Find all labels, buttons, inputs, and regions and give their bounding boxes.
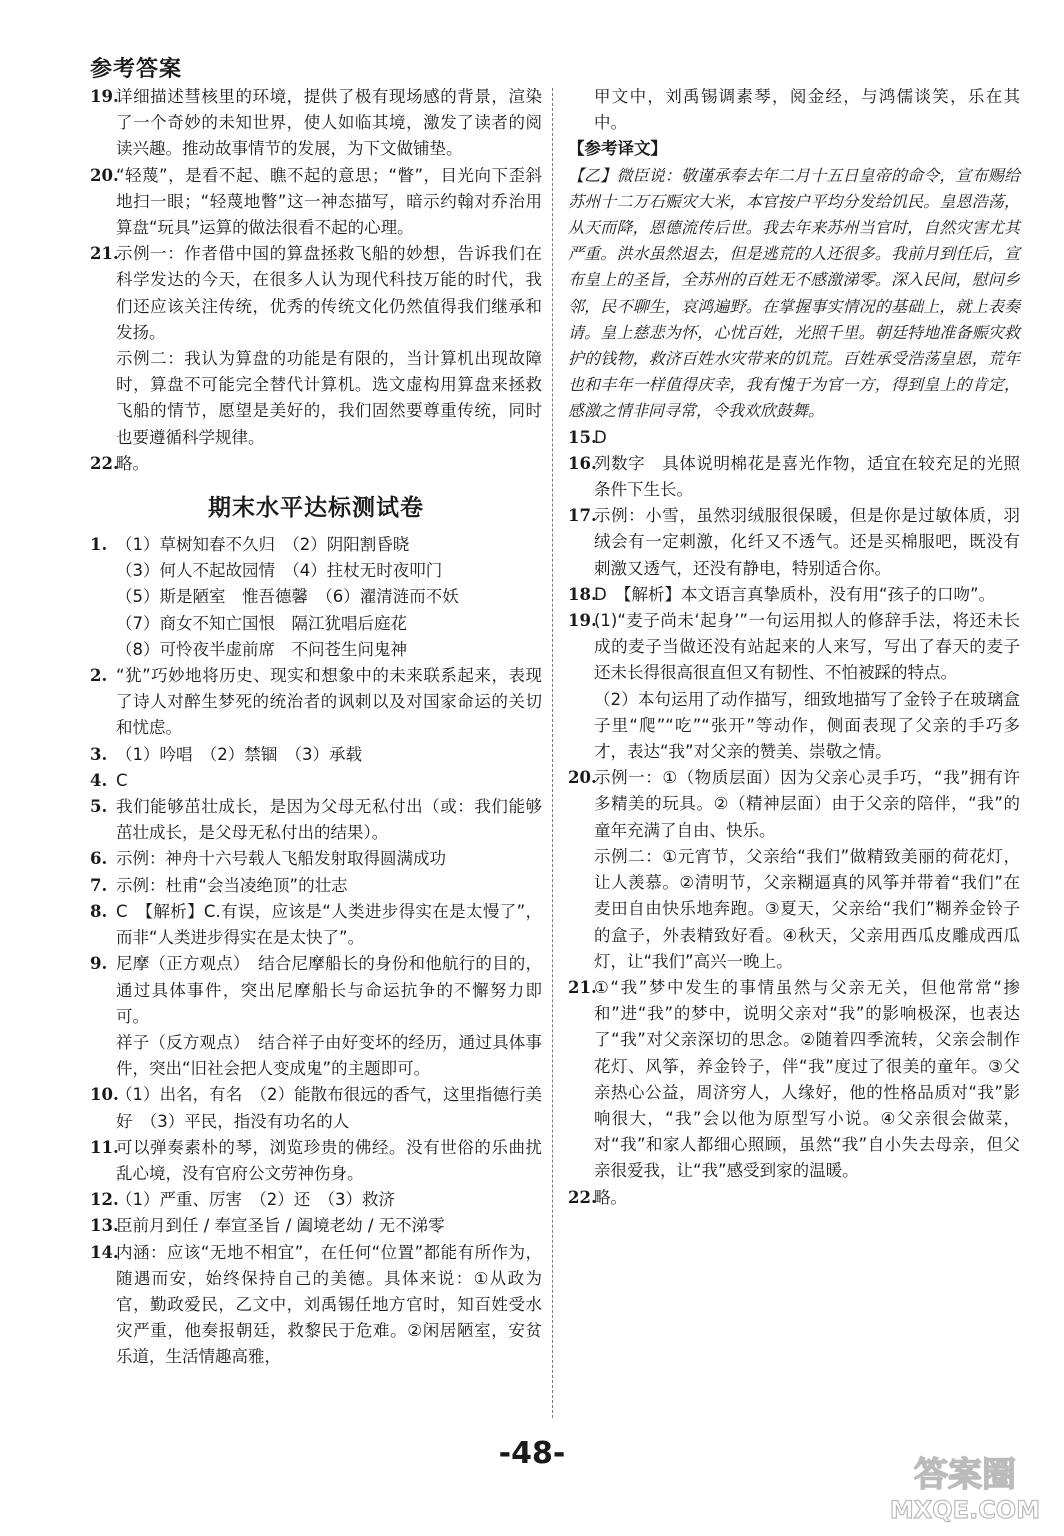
answer-15 — [568, 425, 1020, 451]
answer-text: “犹”巧妙地将历史、现实和想象中的未来联系起来，表现了诗人对醉生梦死的统治者的讽刺以及对国家命运的关切和忧虑。 — [116, 666, 542, 738]
answer-9 — [90, 951, 542, 1082]
answer-14-continued: 甲文中，刘禹锡调素琴，阅金经，与鸿儒谈笑，乐在其中。 — [594, 87, 1020, 133]
answer-number: 8. — [90, 901, 108, 921]
answer-number: 22. — [90, 453, 119, 473]
answer-number: 21. — [568, 977, 597, 997]
answer-number: 7. — [90, 875, 108, 895]
answer-text: （1）吟唱 （2）禁锢 （3）承载 — [116, 744, 362, 764]
answer-text: 可以弹奏素朴的琴，浏览珍贵的佛经。没有世俗的乐曲扰乱心境，没有官府公文劳神伤身。 — [116, 1137, 542, 1183]
left-column — [90, 84, 542, 1371]
answer-16 — [568, 451, 1020, 503]
answer-line: （3）何人不起故园情 （4）拄杖无时夜叩门 — [116, 561, 443, 581]
translation-title: 【参考译文】 — [568, 139, 667, 159]
answer-number: 19. — [568, 611, 597, 631]
column-divider — [552, 88, 553, 1418]
answer-number: 12. — [90, 1190, 119, 1210]
page-number: -48- — [498, 1436, 566, 1471]
answer-line: （8）可怜夜半虚前席 不问苍生问鬼神 — [116, 639, 407, 659]
answer-text: （1）出名，有名 （2）能散布很远的香气，这里指德行美好 （3）平民，指没有功名的人 — [116, 1085, 542, 1131]
answer-10 — [90, 1082, 542, 1134]
answer-line: （5）斯是陋室 惟吾德馨 （6）濯清涟而不妖 — [116, 587, 459, 607]
answer-21 — [568, 975, 1020, 1185]
answer-text: （1）严重、厉害 （2）还 （3）救济 — [116, 1190, 395, 1210]
answer-number: 10. — [90, 1085, 119, 1105]
answer-number: 17. — [568, 506, 597, 526]
answer-20 — [90, 163, 542, 242]
answer-line: （7）商女不知亡国恨 隔江犹唱后庭花 — [116, 613, 407, 633]
answer-text: 我们能够茁壮成长，是因为父母无私付出（或：我们能够茁壮成长，是父母无私付出的结果）。 — [116, 797, 542, 843]
answer-text-example-2: 示例二：①元宵节，父亲给“我们”做精致美丽的荷花灯，让人羡慕。②清明节，父亲糊逼真的风筝并带着“我们”在麦田自由快乐地奔跑。③夏天，父亲给“我们”糊养金铃子的盒子，外表精致好看。④秋天，父亲用西瓜皮雕成西瓜灯，让“我们”高兴一晚上。 — [594, 846, 1020, 971]
answer-text: 示例：杜甫“会当凌绝顶”的壮志 — [116, 875, 348, 895]
answer-number: 13. — [90, 1216, 119, 1236]
answer-text: 列数字 具体说明棉花是喜光作物，适宜在较充足的光照条件下生长。 — [594, 453, 1020, 500]
answer-text: ①“我”梦中发生的事情虽然与父亲无关，但他常常“掺和”进“我”的梦中，说明父亲对“我”的影响极深，也表达了“我”对父亲深切的思念。②随着四季流转，父亲会制作花灯、风筝，养金铃子，伴“我”度过了很美的童年。③父亲热心公益，周济穷人，人缘好，他的性格品质对“我”影响很大，“我”会以他为原型写小说。④父亲很会做菜，对“我”和家人都细心照顾，虽然“我”自小失去母亲，但父亲很爱我，让“我”感受到家的温暖。 — [594, 977, 1020, 1181]
answer-text: 示例一：作者借中国的算盘拯救飞船的妙想，告诉我们在科学发达的今天，在很多人认为现代科技万能的时代，我们还应该关注传统，优秀的传统文化仍然值得我们继承和发扬。 — [116, 244, 542, 342]
answer-text: C — [116, 770, 128, 790]
answer-text: 臣前月到任 / 奉宣圣旨 / 阖境老幼 / 无不涕零 — [116, 1216, 445, 1236]
answer-text: 示例一：①（物质层面）因为父亲心灵手巧，“我”拥有许多精美的玩具。②（精神层面）由于父亲的陪伴，“我”的童年充满了自由、快乐。 — [594, 768, 1020, 840]
answer-22 — [568, 1185, 1020, 1211]
answer-21 — [90, 241, 542, 451]
answer-text: C 【解析】C.有误，应该是“人类进步得实在是太慢了”，而非“人类进步得实在是太快了”。 — [116, 901, 542, 948]
answer-number: 19. — [90, 87, 119, 106]
answer-14 — [90, 1240, 542, 1371]
answer-number: 21. — [90, 244, 119, 264]
section-title: 期末水平达标测试卷 — [208, 495, 424, 522]
answer-text: 尼摩（正方观点） 结合尼摩船长的身份和他航行的目的，通过具体事件，突出尼摩船长与命运抗争的不懈努力即可。 — [116, 954, 542, 1026]
answer-19 — [568, 608, 1020, 765]
answer-number: 1. — [90, 535, 108, 555]
watermark-text-cn: 答案圈 — [914, 1455, 1016, 1495]
answer-13 — [90, 1213, 542, 1239]
answer-number: 22. — [568, 1187, 597, 1207]
answer-17 — [568, 503, 1020, 582]
answer-5 — [90, 794, 542, 846]
answer-7 — [90, 873, 542, 899]
answer-number: 4. — [90, 770, 108, 790]
right-column — [568, 84, 1020, 1211]
answer-8 — [90, 899, 542, 951]
answer-6 — [90, 846, 542, 872]
answer-text: 示例：神舟十六号载人飞船发射取得圆满成功 — [116, 849, 446, 869]
answer-number: 15. — [568, 427, 597, 447]
answer-11 — [90, 1135, 542, 1187]
answer-text: 略。 — [594, 1187, 627, 1207]
watermark-logo — [880, 1446, 1050, 1526]
answer-number: 18. — [568, 584, 597, 604]
answer-number: 14. — [90, 1242, 119, 1262]
answer-number: 20. — [568, 768, 597, 788]
answer-20 — [568, 765, 1020, 975]
answer-text: D 【解析】本文语言真挚质朴，没有用“孩子的口吻”。 — [594, 584, 996, 604]
answer-18 — [568, 582, 1020, 608]
answer-text: “轻蔑”，是看不起、瞧不起的意思；“瞥”，目光向下歪斜地扫一眼；“轻蔑地瞥”这一神态描写，暗示约翰对乔治用算盘“玩具”运算的做法很看不起的心理。 — [116, 165, 542, 238]
answer-text: 内涵：应该“无地不相宜”，在任何“位置”都能有所作为，随遇而安，始终保持自己的美德。具体来说：①从政为官，勤政爱民，乙文中，刘禹锡任地方官时，知百姓受水灾严重，他奏报朝廷，救黎民于危难。②闲居陋室，安贫乐道，生活情趣高雅， — [116, 1242, 542, 1367]
answer-22 — [90, 451, 542, 477]
answer-text: D — [594, 427, 607, 447]
answer-1 — [90, 532, 542, 663]
translation-text: 【乙】微臣说：敬谨承奉去年二月十五日皇帝的命令，宣布赐给苏州十二万石赈灾大米，本官按户平均分发给饥民。皇恩浩荡，从天而降，恩德流传后世。我去年来苏州当官时，自然灾害尤其严重。洪水虽然退去，但是逃荒的人还很多。我前月到任后，宣布皇上的圣旨，全苏州的百姓无不感激涕零。深入民间，慰问乡邻，民不聊生，哀鸿遍野。在掌握事实情况的基础上，就上表奏请。皇上慈悲为怀，心忧百姓，光照千里。朝廷特地准备赈灾救护的钱物，救济百姓水灾带来的饥荒。百姓承受浩荡皇恩，荒年也和丰年一样值得庆幸，我有愧于为官一方，得到皇上的肯定，感激之情非同寻常，令我欢欣鼓舞。 — [568, 165, 1020, 421]
watermark-text-url: MXQE.COM — [889, 1496, 1041, 1524]
page-header: 参考答案 — [90, 57, 183, 82]
answer-19 — [90, 84, 542, 163]
answer-text-part-2: （2）本句运用了动作描写，细致地描写了金铃子在玻璃盒子里“爬”“吃”“张开”等动作，侧面表现了父亲的手巧多才，表达“我”对父亲的赞美、崇敬之情。 — [594, 689, 1020, 762]
answer-text: 示例：小雪，虽然羽绒服很保暖，但是你是过敏体质，羽绒会有一定刺激，化纤又不透气。还是买棉服吧，既没有刺激又透气，还没有静电，特别适合你。 — [594, 506, 1020, 578]
answer-number: 20. — [90, 165, 119, 185]
answer-number: 3. — [90, 744, 108, 764]
answer-number: 16. — [568, 453, 597, 473]
answer-text-example-2: 示例二：我认为算盘的功能是有限的，当计算机出现故障时，算盘不可能完全替代计算机。选文虚构用算盘来拯救飞船的情节，愿望是美好的，我们固然要尊重传统，同时也要遵循科学规律。 — [116, 349, 542, 447]
answer-number: 11. — [90, 1137, 119, 1157]
answer-2 — [90, 663, 542, 742]
answer-text: (1)“麦子尚未‘起身’”一句运用拟人的修辞手法，将还未长成的麦子当做还没有站起来的人来写，写出了春天的麦子还未长得很高很直但又有韧性、不怕被踩的特点。 — [594, 611, 1020, 683]
answer-number: 2. — [90, 666, 108, 686]
answer-4 — [90, 768, 542, 794]
answer-text-opposing: 祥子（反方观点） 结合祥子由好变坏的经历，通过具体事件，突出“旧社会把人变成鬼”的主题即可。 — [116, 1032, 542, 1079]
answer-text: 略。 — [116, 453, 149, 473]
answer-3 — [90, 742, 542, 768]
answer-12 — [90, 1187, 542, 1213]
answer-text: 详细描述彗核里的环境，提供了极有现场感的背景，渲染了一个奇妙的未知世界，使人如临其境，激发了读者的阅读兴趣。推动故事情节的发展，为下文做铺垫。 — [116, 87, 542, 159]
answer-number: 9. — [90, 954, 108, 974]
answer-number: 5. — [90, 797, 108, 817]
answer-line: （1）草树知春不久归 （2）阴阳割昏晓 — [116, 535, 410, 555]
answer-number: 6. — [90, 849, 108, 869]
